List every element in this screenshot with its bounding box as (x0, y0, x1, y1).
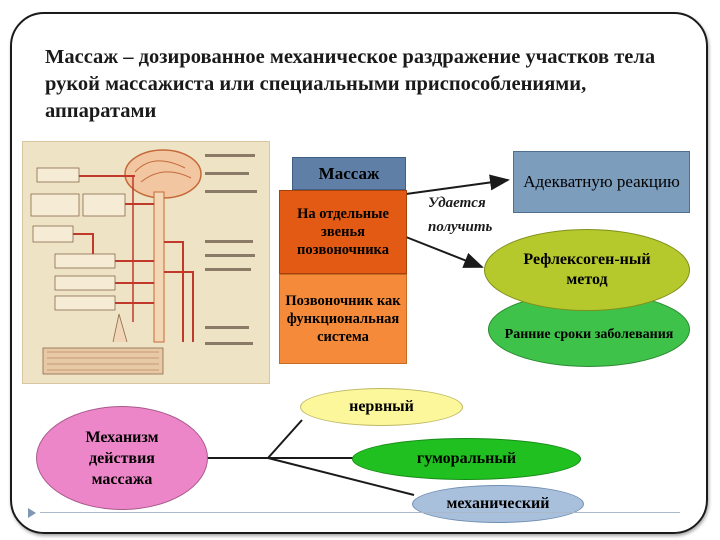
massage-header-box: Массаж (292, 157, 406, 190)
mechanism-ellipse: Механизм действия массажа (36, 406, 208, 510)
early-stage-ellipse: Ранние сроки заболевания (488, 292, 690, 367)
slide-marker-icon (28, 508, 36, 518)
reflexogenic-method-ellipse: Рефлексоген-ный метод (484, 229, 690, 311)
nervous-ellipse: нервный (300, 388, 463, 426)
mechanical-ellipse: механический (412, 485, 584, 523)
nervous-system-diagram-icon (23, 142, 271, 385)
arrow-to-adequate (406, 180, 508, 194)
bottom-rule (40, 512, 680, 513)
arrow-label-line2: получить (428, 219, 493, 235)
arrow-to-reflex (406, 237, 482, 267)
adequate-reaction-box: Адекватную реакцию (513, 151, 690, 213)
humoral-ellipse: гуморальный (352, 438, 581, 480)
functional-system-box: Позвоночник как функциональная система (279, 274, 407, 364)
line-to-nervous (268, 420, 302, 458)
nervous-system-illustration (22, 141, 270, 384)
segmental-box: На отдельные звенья позвоночника (279, 190, 407, 274)
slide-title: Массаж – дозированное механическое раздражение участков тела рукой массажиста или специальными приспособлениями, аппаратами (45, 46, 656, 122)
arrow-label-line1: Удается (428, 195, 486, 211)
